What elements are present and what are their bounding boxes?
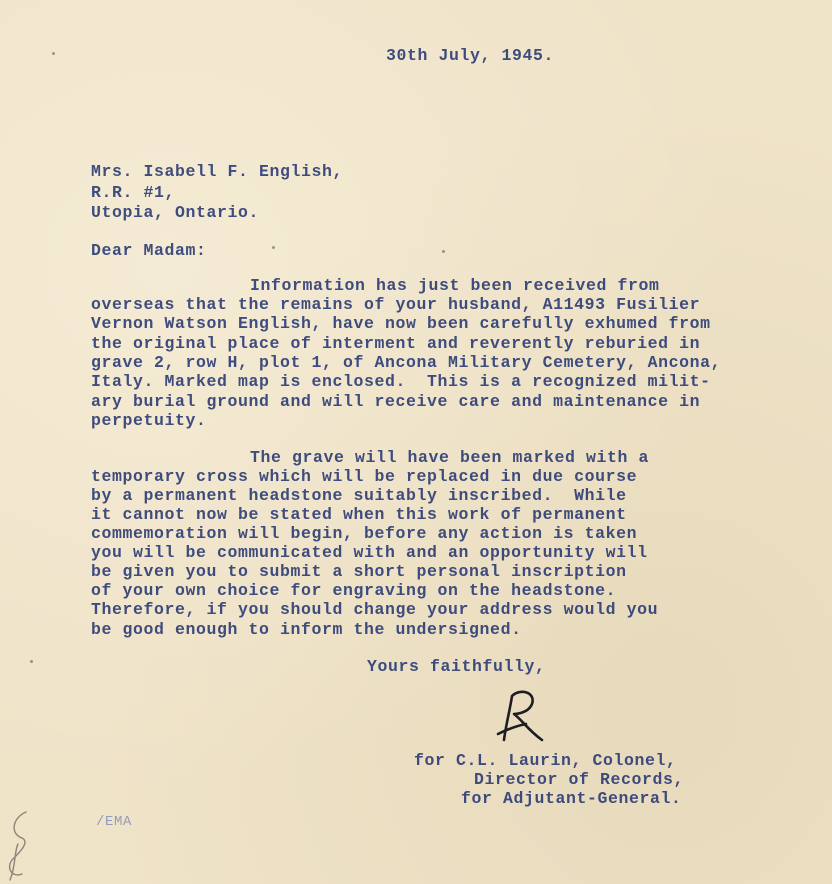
pencil-mark (0, 808, 40, 884)
paragraph2-line: commemoration will begin, before any action is taken (91, 524, 638, 543)
paragraph1-line: grave 2, row H, plot 1, of Ancona Military Cemetery, Ancona, (91, 353, 722, 372)
paragraph2-line: it cannot now be stated when this work of permanent (91, 505, 627, 524)
paragraph2-line: Therefore, if you should change your address would you (91, 600, 659, 619)
paragraph2-line: be given you to submit a short personal inscription (91, 562, 627, 581)
paper-speck (442, 250, 445, 253)
paragraph1-line: Information has just been received from (250, 276, 660, 295)
paragraph1-line: the original place of interment and reverently reburied in (91, 334, 701, 353)
paragraph2-line: of your own choice for engraving on the headstone. (91, 581, 617, 600)
recipient-name: Mrs. Isabell F. English, (91, 162, 344, 181)
recipient-address-line2: Utopia, Ontario. (91, 203, 260, 222)
paper-speck (52, 52, 55, 55)
salutation: Dear Madam: (91, 241, 207, 260)
paragraph1-line: overseas that the remains of your husband, A11493 Fusilier (91, 295, 701, 314)
signature-line3: for Adjutant-General. (461, 789, 682, 808)
signature-line2: Director of Records, (474, 770, 685, 789)
paragraph2-line: be good enough to inform the undersigned. (91, 620, 522, 639)
paragraph2-line: temporary cross which will be replaced in due course (91, 467, 638, 486)
paper-speck (30, 660, 33, 663)
paragraph1-line: Italy. Marked map is enclosed. This is a recognized milit- (91, 372, 711, 391)
handwritten-signature (492, 684, 552, 748)
paragraph1-line: perpetuity. (91, 411, 207, 430)
paragraph1-line: ary burial ground and will receive care and maintenance in (91, 392, 701, 411)
recipient-address-line1: R.R. #1, (91, 183, 176, 202)
paragraph2-line: you will be communicated with and an opportunity will (91, 543, 648, 562)
paragraph2-line: by a permanent headstone suitably inscribed. While (91, 486, 627, 505)
signature-line1: for C.L. Laurin, Colonel, (414, 751, 677, 770)
paragraph1-line: Vernon Watson English, have now been carefully exhumed from (91, 314, 711, 333)
closing: Yours faithfully, (367, 657, 546, 676)
reference-initials: /EMA (96, 814, 133, 830)
letter-date: 30th July, 1945. (386, 46, 555, 65)
paper-speck (272, 246, 275, 249)
paragraph2-line: The grave will have been marked with a (250, 448, 650, 467)
